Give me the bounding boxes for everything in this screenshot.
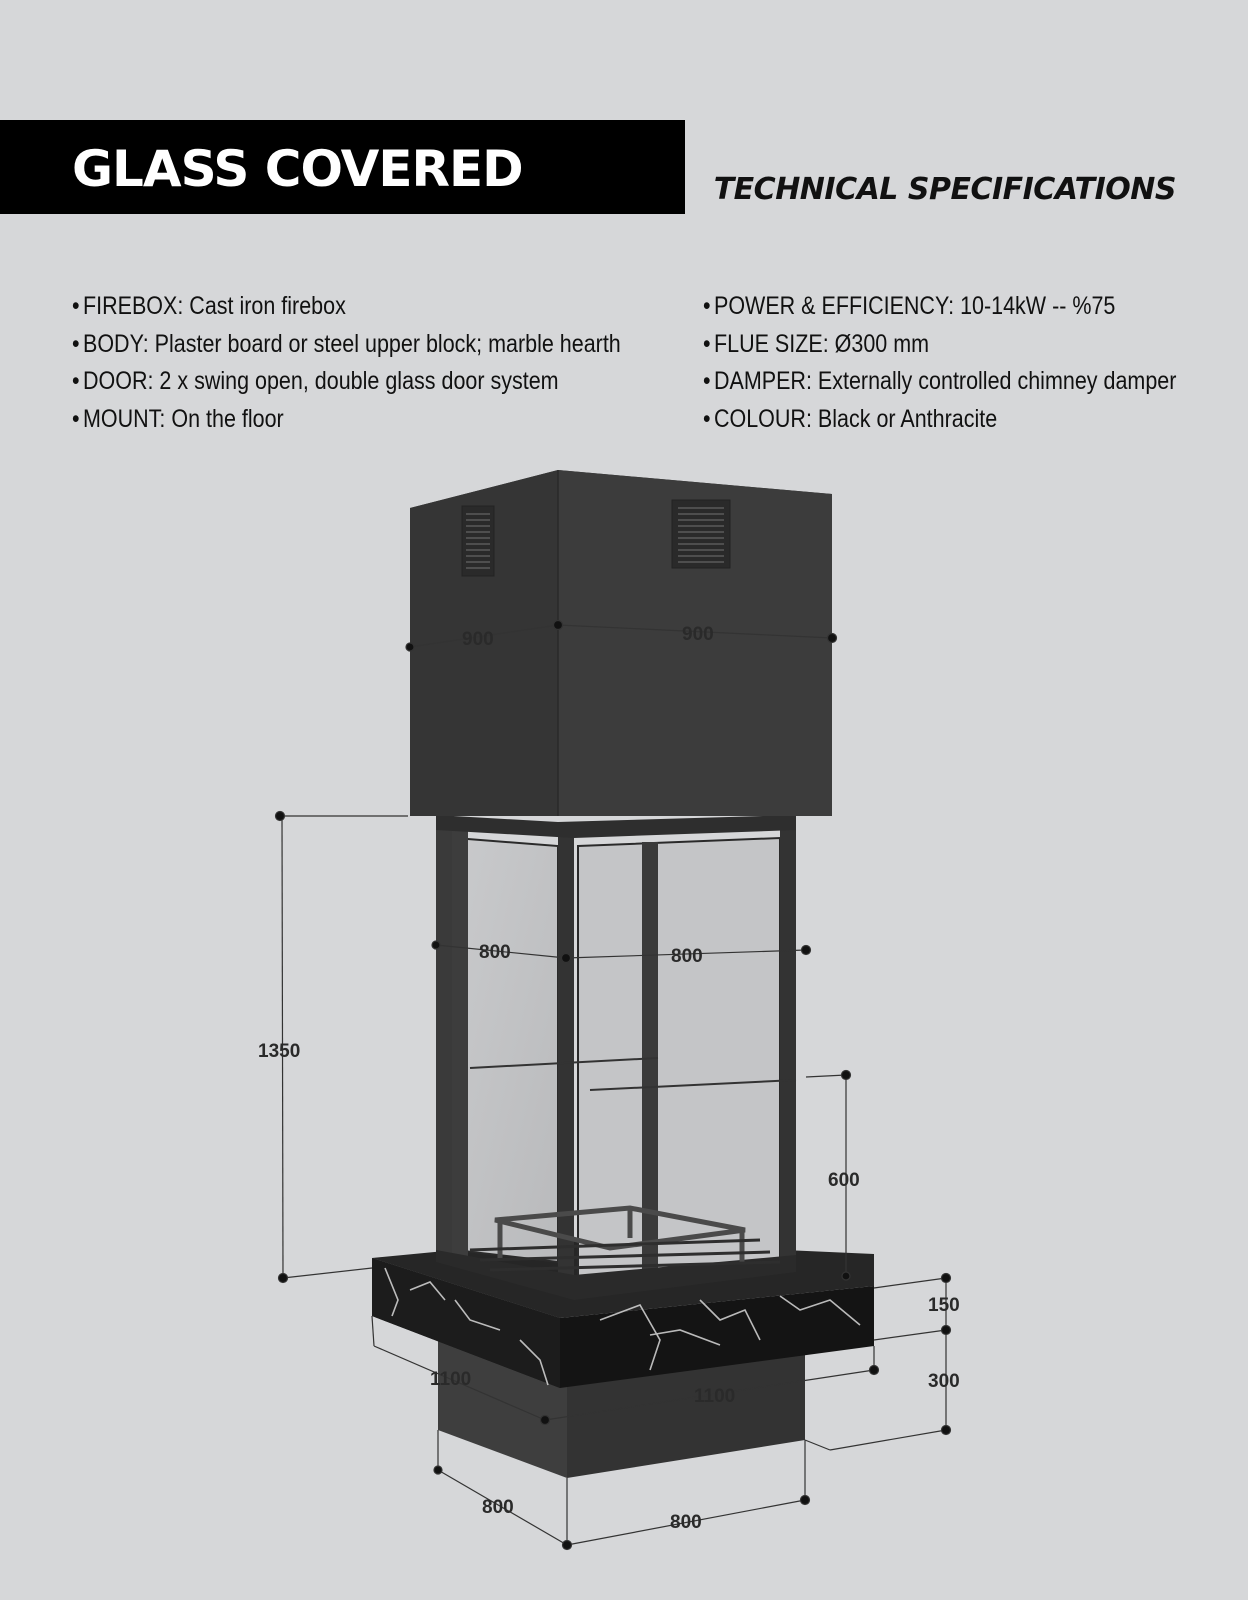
spec-item: • FLUE SIZE: Ø300 mm (703, 326, 1176, 364)
dim-opening-height: 600 (828, 1170, 860, 1191)
dim-glass-height: 1350 (258, 1041, 301, 1062)
dim-plinth-right: 800 (670, 1512, 702, 1533)
page-subtitle: TECHNICAL SPECIFICATIONS (713, 172, 1176, 207)
spec-item: • MOUNT: On the floor (72, 401, 621, 439)
spec-item: • FIREBOX: Cast iron firebox (72, 288, 621, 326)
spec-item: • DAMPER: Externally controlled chimney damper (703, 363, 1176, 401)
dim-hearth-left: 1100 (430, 1369, 472, 1390)
vent-icon (462, 506, 494, 576)
spec-item: • POWER & EFFICIENCY: 10-14kW -- %75 (703, 288, 1176, 326)
spec-item: • BODY: Plaster board or steel upper block; marble hearth (72, 326, 621, 364)
dim-plinth-height: 300 (928, 1371, 960, 1392)
dim-upper-left: 900 (462, 629, 494, 650)
dim-hearth-right: 1100 (694, 1386, 736, 1407)
spec-item: • COLOUR: Black or Anthracite (703, 401, 1176, 439)
dim-upper-right: 900 (682, 624, 714, 645)
dim-plinth-left: 800 (482, 1497, 514, 1518)
dim-hearth-thickness: 150 (928, 1295, 960, 1316)
glass-frame (436, 815, 796, 1300)
vent-icon (672, 500, 730, 568)
page-title: GLASS COVERED (72, 140, 523, 198)
dim-glass-left: 800 (479, 942, 511, 963)
dim-glass-right: 800 (671, 946, 703, 967)
spec-item: • DOOR: 2 x swing open, double glass door system (72, 363, 621, 401)
